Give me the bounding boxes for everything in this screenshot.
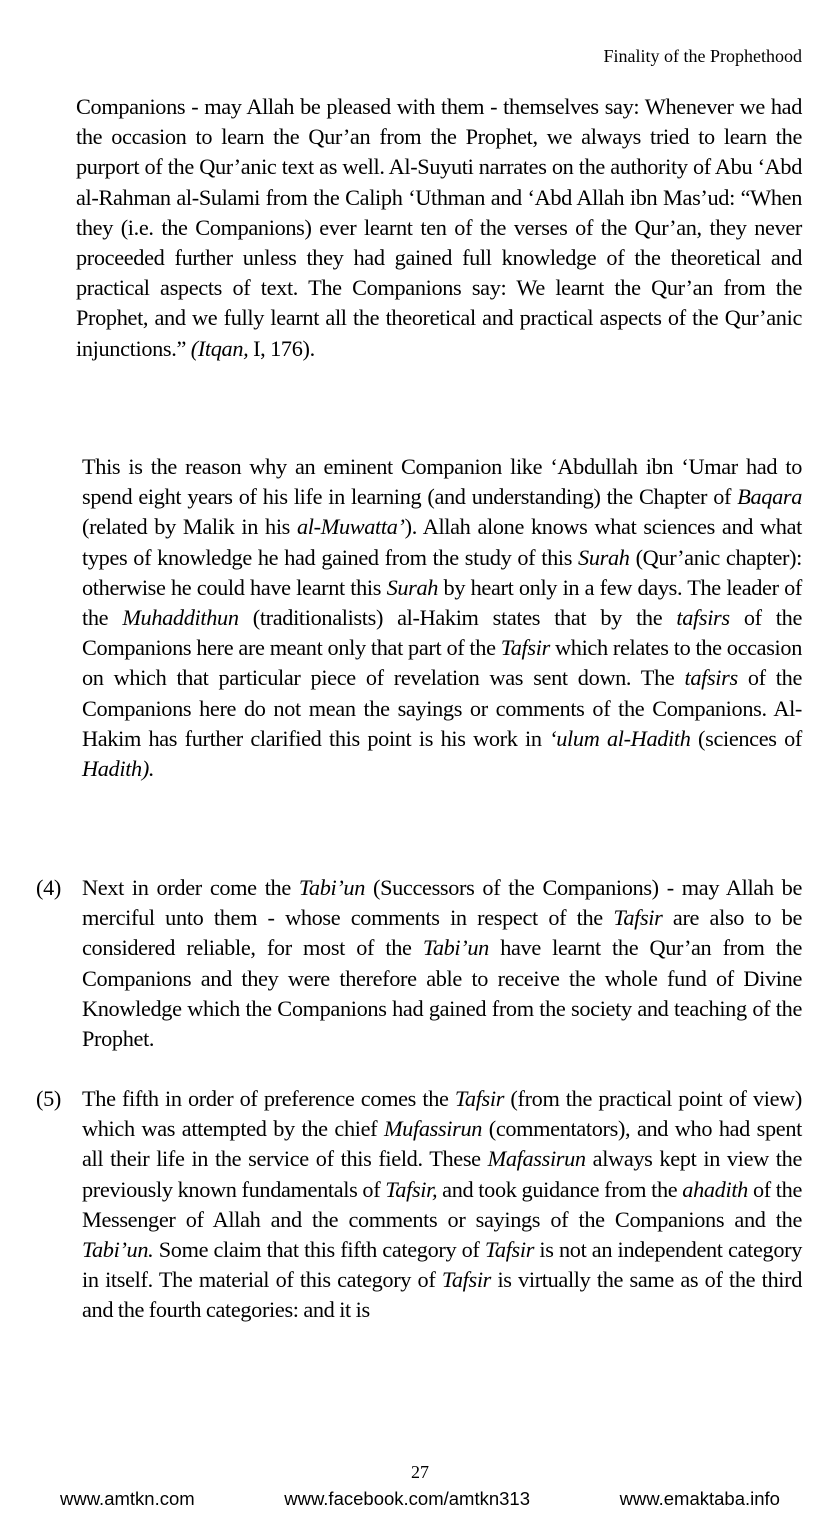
footer-link-emaktaba[interactable]: www.emaktaba.info xyxy=(619,1488,780,1509)
italic-term: tafsirs xyxy=(684,665,738,691)
text-run: is not an independent category in itself. The material of this category of xyxy=(82,1237,802,1293)
italic-term: Tafsir xyxy=(484,1237,535,1263)
text-run: have learnt the Qur’an from the Companions and they were therefore able to receive the whole fund of Divine Knowledge which the Companions had gained from the society and teaching of the Prophet. xyxy=(82,935,802,1052)
italic-term: tafsirs xyxy=(676,605,730,631)
text-run: and took guidance from the xyxy=(437,1176,683,1202)
running-head: Finality of the Prophethood xyxy=(603,46,802,66)
italic-term: Tafsir xyxy=(500,635,550,661)
text-run: This is the reason why an eminent Companion like ‘Abdullah ibn ‘Umar had to spend eight years of his life in learning (and understanding) the Chapter of xyxy=(82,454,802,510)
italic-term: Tabi’un xyxy=(298,875,366,900)
text-run: by heart only in a few days. The leader of the xyxy=(82,574,802,631)
page-number: 27 xyxy=(411,1462,429,1482)
item-text xyxy=(82,873,802,1054)
italic-term: (Itqan, xyxy=(190,335,249,361)
italic-term: Baqara xyxy=(737,484,802,510)
text-run: (related by Malik in his xyxy=(82,514,297,540)
footer-link-amtkn[interactable]: www.amtkn.com xyxy=(60,1488,195,1509)
italic-term: Tafsir xyxy=(613,905,663,931)
text-run: (sciences of xyxy=(690,725,802,751)
numbered-item-5 xyxy=(36,1084,802,1326)
text-run: (from the practical point of view) which was attempted by the chief xyxy=(82,1086,803,1142)
text-run: of the Companions here do not mean the sayings or comments of the Companions. Al-Hakim has further clarified this point is his work in xyxy=(82,665,802,751)
item-number: (5) xyxy=(36,1086,61,1111)
italic-term: Tafsir xyxy=(441,1267,491,1293)
italic-term: Muhaddithun xyxy=(122,605,239,631)
item-number: (4) xyxy=(36,875,61,900)
item-text xyxy=(82,1084,802,1326)
italic-term: Hadith). xyxy=(82,756,155,782)
italic-term: Mafassirun xyxy=(487,1146,586,1172)
italic-term: Mufassirun xyxy=(383,1116,483,1142)
italic-term: Surah xyxy=(386,574,439,600)
italic-term: Tafsir, xyxy=(385,1176,438,1202)
text-run: The fifth in order of preference comes the xyxy=(82,1086,455,1111)
text-run: is virtually the same as of the third and the fourth categories: and it is xyxy=(82,1267,802,1323)
text-run: of the Messenger of Allah and the comments or sayings of the Companions and the xyxy=(82,1176,802,1232)
footer-link-facebook[interactable]: www.facebook.com/amtkn313 xyxy=(284,1488,530,1509)
text-run: Companions - may Allah be pleased with them - themselves say: Whenever we had the occasion to learn the Qur’an from the Prophet, we always tried to learn the purport of the Qur’anic text as well. Al-Suyuti narrates on the authority of Abu ‘Abd al-Rahman al-Sulami from the Caliph ‘Uthman and ‘Abd Allah ibn Mas’ud: “When they (i.e. the Companions) ever learnt ten of the verses of the Qur’an, they never proceeded further unless they had gained full knowledge of the theoretical and practical aspects of text. The Companions say: We learnt the Qur’an from the Prophet, and we fully learnt all the theoretical and practical aspects of the Qur’anic injunctions.” xyxy=(76,94,802,361)
italic-term: Surah xyxy=(578,544,630,570)
text-run: are also to be considered reliable, for most of the xyxy=(82,905,802,961)
text-run: Some claim that this fifth category of xyxy=(153,1237,485,1263)
italic-term: ‘ulum al-Hadith xyxy=(549,725,691,751)
text-run: (Qur’anic chapter): otherwise he could have learnt this xyxy=(82,544,802,600)
text-run: (Successors of the Companions) - may Allah be merciful unto them - whose comments in respect of the xyxy=(82,875,803,931)
italic-term: al-Muwatta’ xyxy=(297,514,405,540)
text-run: always kept in view the previously known fundamentals of xyxy=(82,1146,802,1202)
text-run: ). Allah alone knows what sciences and what types of knowledge he had gained from the study of this xyxy=(82,514,802,570)
paragraph-2 xyxy=(82,452,802,784)
italic-term: Tabi’un. xyxy=(82,1237,154,1263)
text-run: which relates to the occasion on which that particular piece of revelation was sent down. The xyxy=(82,635,802,691)
paragraph-1 xyxy=(76,92,802,364)
text-run: of the Companions here are meant only that part of the xyxy=(82,605,802,661)
text-run: I, 176). xyxy=(248,335,315,361)
footer xyxy=(60,1488,780,1510)
text-run: Next in order come the xyxy=(82,875,299,900)
numbered-item-4 xyxy=(36,873,802,1054)
text-run: (commentators), and who had spent all their life in the service of this field. These xyxy=(82,1116,802,1172)
italic-term: ahadith xyxy=(682,1176,748,1202)
text-run: (traditionalists) al-Hakim states that by the xyxy=(238,605,677,631)
italic-term: Tafsir xyxy=(454,1086,505,1111)
italic-term: Tabi’un xyxy=(422,935,489,961)
